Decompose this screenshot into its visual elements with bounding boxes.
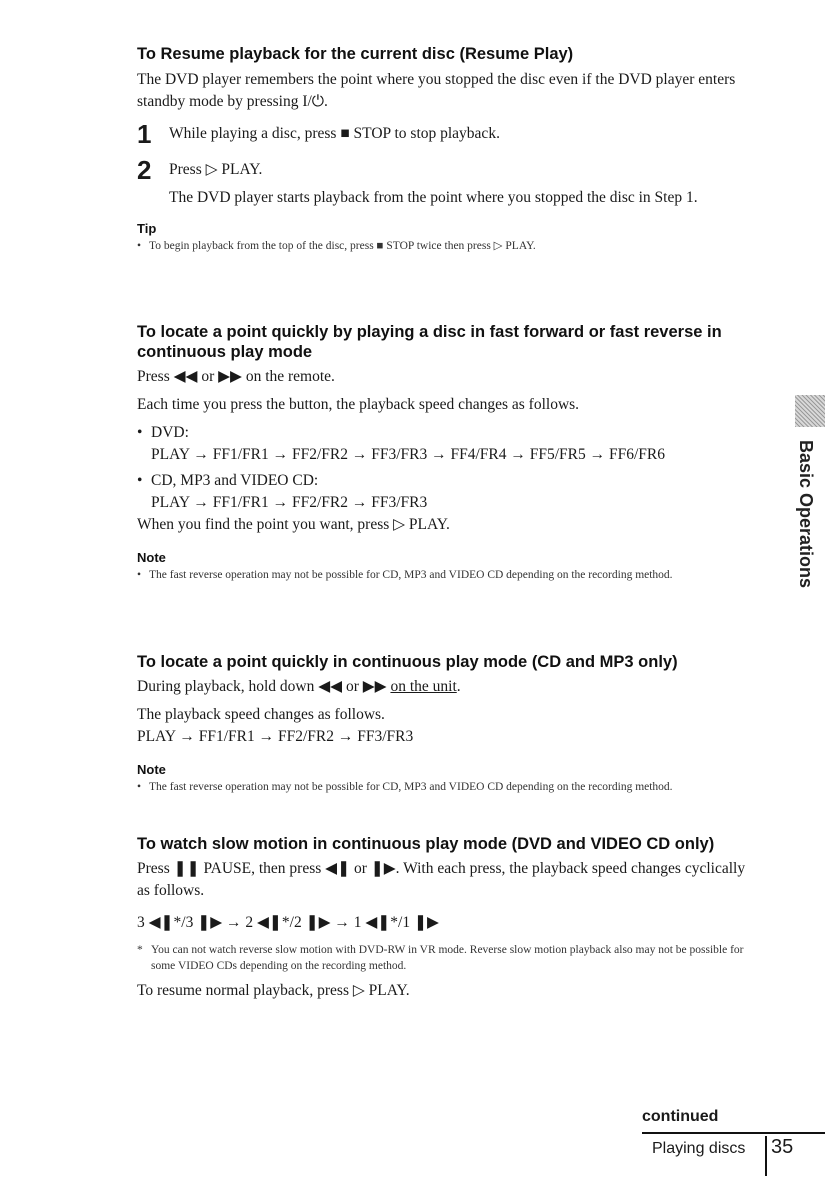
cd-item <box>137 470 749 514</box>
fast-mode-section <box>137 322 749 583</box>
slow-mode-press: Press ❚❚ PAUSE, then press ◀❚ or ❚▶. With each press, the playback speed changes cyclically as follows. <box>137 860 746 899</box>
slow-mode-sequence: 3 ◀❚*/3 ❚▶ → 2 ◀❚*/2 ❚▶ → 1 ◀❚*/1 ❚▶ <box>137 914 439 931</box>
cd-label: • CD, MP3 and VIDEO CD: <box>151 472 319 489</box>
fast-mode-note: • The fast reverse operation may not be possible for CD, MP3 and VIDEO CD depending on the recording method. <box>137 567 749 583</box>
step-1-text: While playing a disc, press ■ STOP to stop playback. <box>169 125 500 142</box>
footer-rule <box>642 1132 825 1134</box>
cd-mode-sequence: PLAY → FF1/FR1 → FF2/FR2 → FF3/FR3 <box>137 728 414 745</box>
section-tab-marker <box>795 395 825 427</box>
resume-intro: The DVD player remembers the point where you stopped the disc even if the DVD player enters standby mode by pressing I/⏻. <box>137 71 736 110</box>
slow-mode-footnote: * You can not watch reverse slow motion with DVD-RW in VR mode. Reverse slow motion playback also may not be possible for some VIDEO CDs depending on the recording method. <box>137 942 749 974</box>
dvd-label: • DVD: <box>151 424 189 441</box>
step-1-number: 1 <box>137 119 152 149</box>
fast-mode-heading: To locate a point quickly by playing a disc in fast forward or fast reverse in continuous play mode <box>137 323 722 361</box>
slow-mode-section <box>137 834 749 1002</box>
slow-mode-heading: To watch slow motion in continuous play mode (DVD and VIDEO CD only) <box>137 835 715 853</box>
page-number: 35 <box>771 1136 794 1158</box>
cd-mode-section <box>137 652 749 795</box>
cd-mode-note: • The fast reverse operation may not be possible for CD, MP3 and VIDEO CD depending on the recording method. <box>137 779 749 795</box>
fast-mode-when: When you find the point you want, press ▷ PLAY. <box>137 516 450 533</box>
fast-mode-press: Press ◀◀ or ▶▶ on the remote. <box>137 368 335 385</box>
step-1 <box>137 119 749 149</box>
step-2 <box>137 155 749 209</box>
tip-text: • To begin playback from the top of the disc, press ■ STOP twice then press ▷ PLAY. <box>137 238 749 254</box>
cd-mode-speed: The playback speed changes as follows. <box>137 706 385 723</box>
dvd-item <box>137 422 749 466</box>
cd-mode-during <box>137 676 749 698</box>
step-2-text: Press ▷ PLAY. <box>169 161 263 178</box>
fast-mode-each: Each time you press the button, the playback speed changes as follows. <box>137 396 580 413</box>
cd-sequence: PLAY → FF1/FR1 → FF2/FR2 → FF3/FR3 <box>151 494 428 511</box>
on-the-unit-text: on the unit <box>390 678 457 695</box>
fast-mode-note-label: Note <box>137 550 166 565</box>
cd-mode-note-label: Note <box>137 762 166 777</box>
footer-section-title: Playing discs <box>652 1140 746 1157</box>
section-side-label <box>796 440 822 589</box>
cd-mode-heading: To locate a point quickly in continuous play mode (CD and MP3 only) <box>137 653 678 671</box>
resume-section <box>137 44 749 254</box>
cd-mode-during-end: . <box>456 678 461 695</box>
resume-heading: To Resume playback for the current disc (Resume Play) <box>137 45 574 63</box>
section-side-label-text: Basic Operations <box>796 440 816 589</box>
dvd-sequence: PLAY → FF1/FR1 → FF2/FR2 → FF3/FR3 → FF4/FR4 → FF5/FR5 → FF6/FR6 <box>151 446 666 463</box>
continued-label: continued <box>642 1108 719 1125</box>
step-2-number: 2 <box>137 155 152 185</box>
tip-label: Tip <box>137 221 157 236</box>
slow-mode-resume: To resume normal playback, press ▷ PLAY. <box>137 982 410 999</box>
footer-separator <box>765 1136 767 1176</box>
step-2-detail: The DVD player starts playback from the point where you stopped the disc in Step 1. <box>169 189 698 206</box>
cd-mode-during-text: During playback, hold down ◀◀ or ▶▶ <box>137 678 391 695</box>
